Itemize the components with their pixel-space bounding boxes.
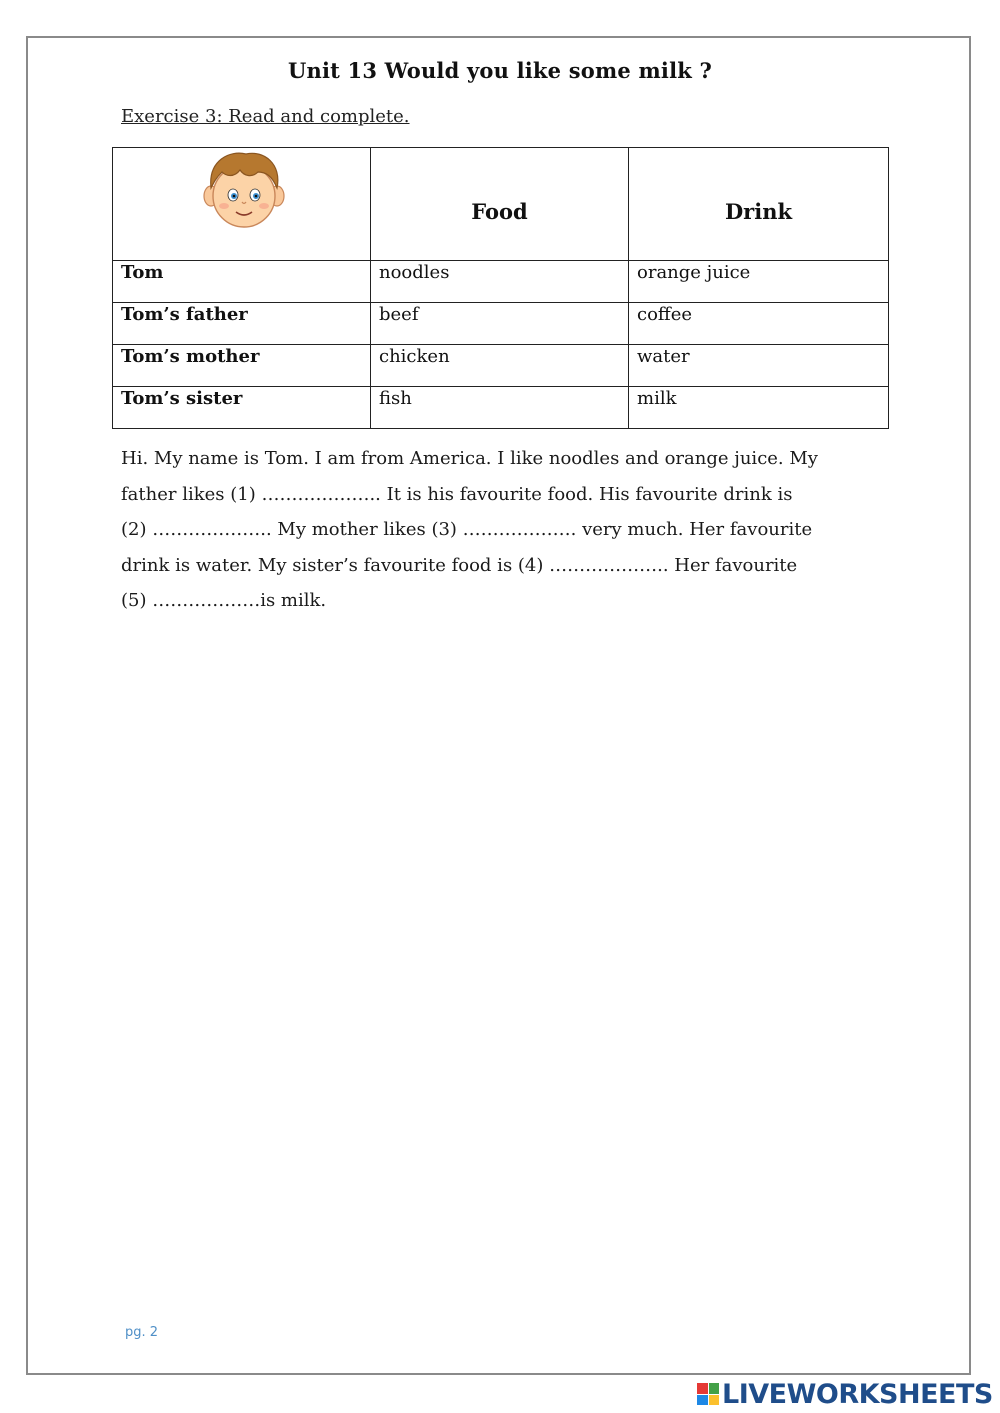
liveworksheets-brand[interactable] (697, 1377, 993, 1411)
page-number: pg. 2 (125, 1325, 159, 1340)
food-cell: noodles (371, 261, 629, 303)
person-cell: Tom’s sister (113, 387, 371, 429)
passage-line: (2) ……………….. My mother likes (3) ………………. very much. Her favourite (121, 519, 813, 540)
passage-line: (5) ………………is milk. (121, 590, 327, 611)
reading-passage (121, 441, 881, 619)
drink-cell: coffee (629, 303, 889, 345)
boy-face-icon (113, 148, 371, 246)
table-row (113, 387, 889, 429)
avatar-cell (113, 148, 371, 261)
person-cell: Tom’s father (113, 303, 371, 345)
table-row (113, 261, 889, 303)
table-row (113, 345, 889, 387)
passage-line: Hi. My name is Tom. I am from America. I like noodles and orange juice. My (121, 448, 818, 469)
column-header-food: Food (371, 148, 629, 261)
brand-text: LIVEWORKSHEETS (722, 1378, 993, 1410)
drink-cell: orange juice (629, 261, 889, 303)
column-header-drink: Drink (629, 148, 889, 261)
table-row (113, 303, 889, 345)
liveworksheets-logo-icon (697, 1383, 719, 1405)
drink-cell: milk (629, 387, 889, 429)
exercise-heading: Exercise 3: Read and complete. (121, 106, 410, 127)
food-drink-table (112, 147, 889, 429)
passage-line: father likes (1) ……………….. It is his favourite food. His favourite drink is (121, 483, 793, 505)
food-cell: fish (371, 387, 629, 429)
passage-line: drink is water. My sister’s favourite food is (4) ……………….. Her favourite (121, 554, 798, 576)
drink-cell: water (629, 345, 889, 387)
table-header-row (113, 148, 889, 261)
person-cell: Tom’s mother (113, 345, 371, 387)
person-cell: Tom (113, 261, 371, 303)
food-cell: chicken (371, 345, 629, 387)
page-title: Unit 13 Would you like some milk ? (287, 58, 713, 83)
food-cell: beef (371, 303, 629, 345)
